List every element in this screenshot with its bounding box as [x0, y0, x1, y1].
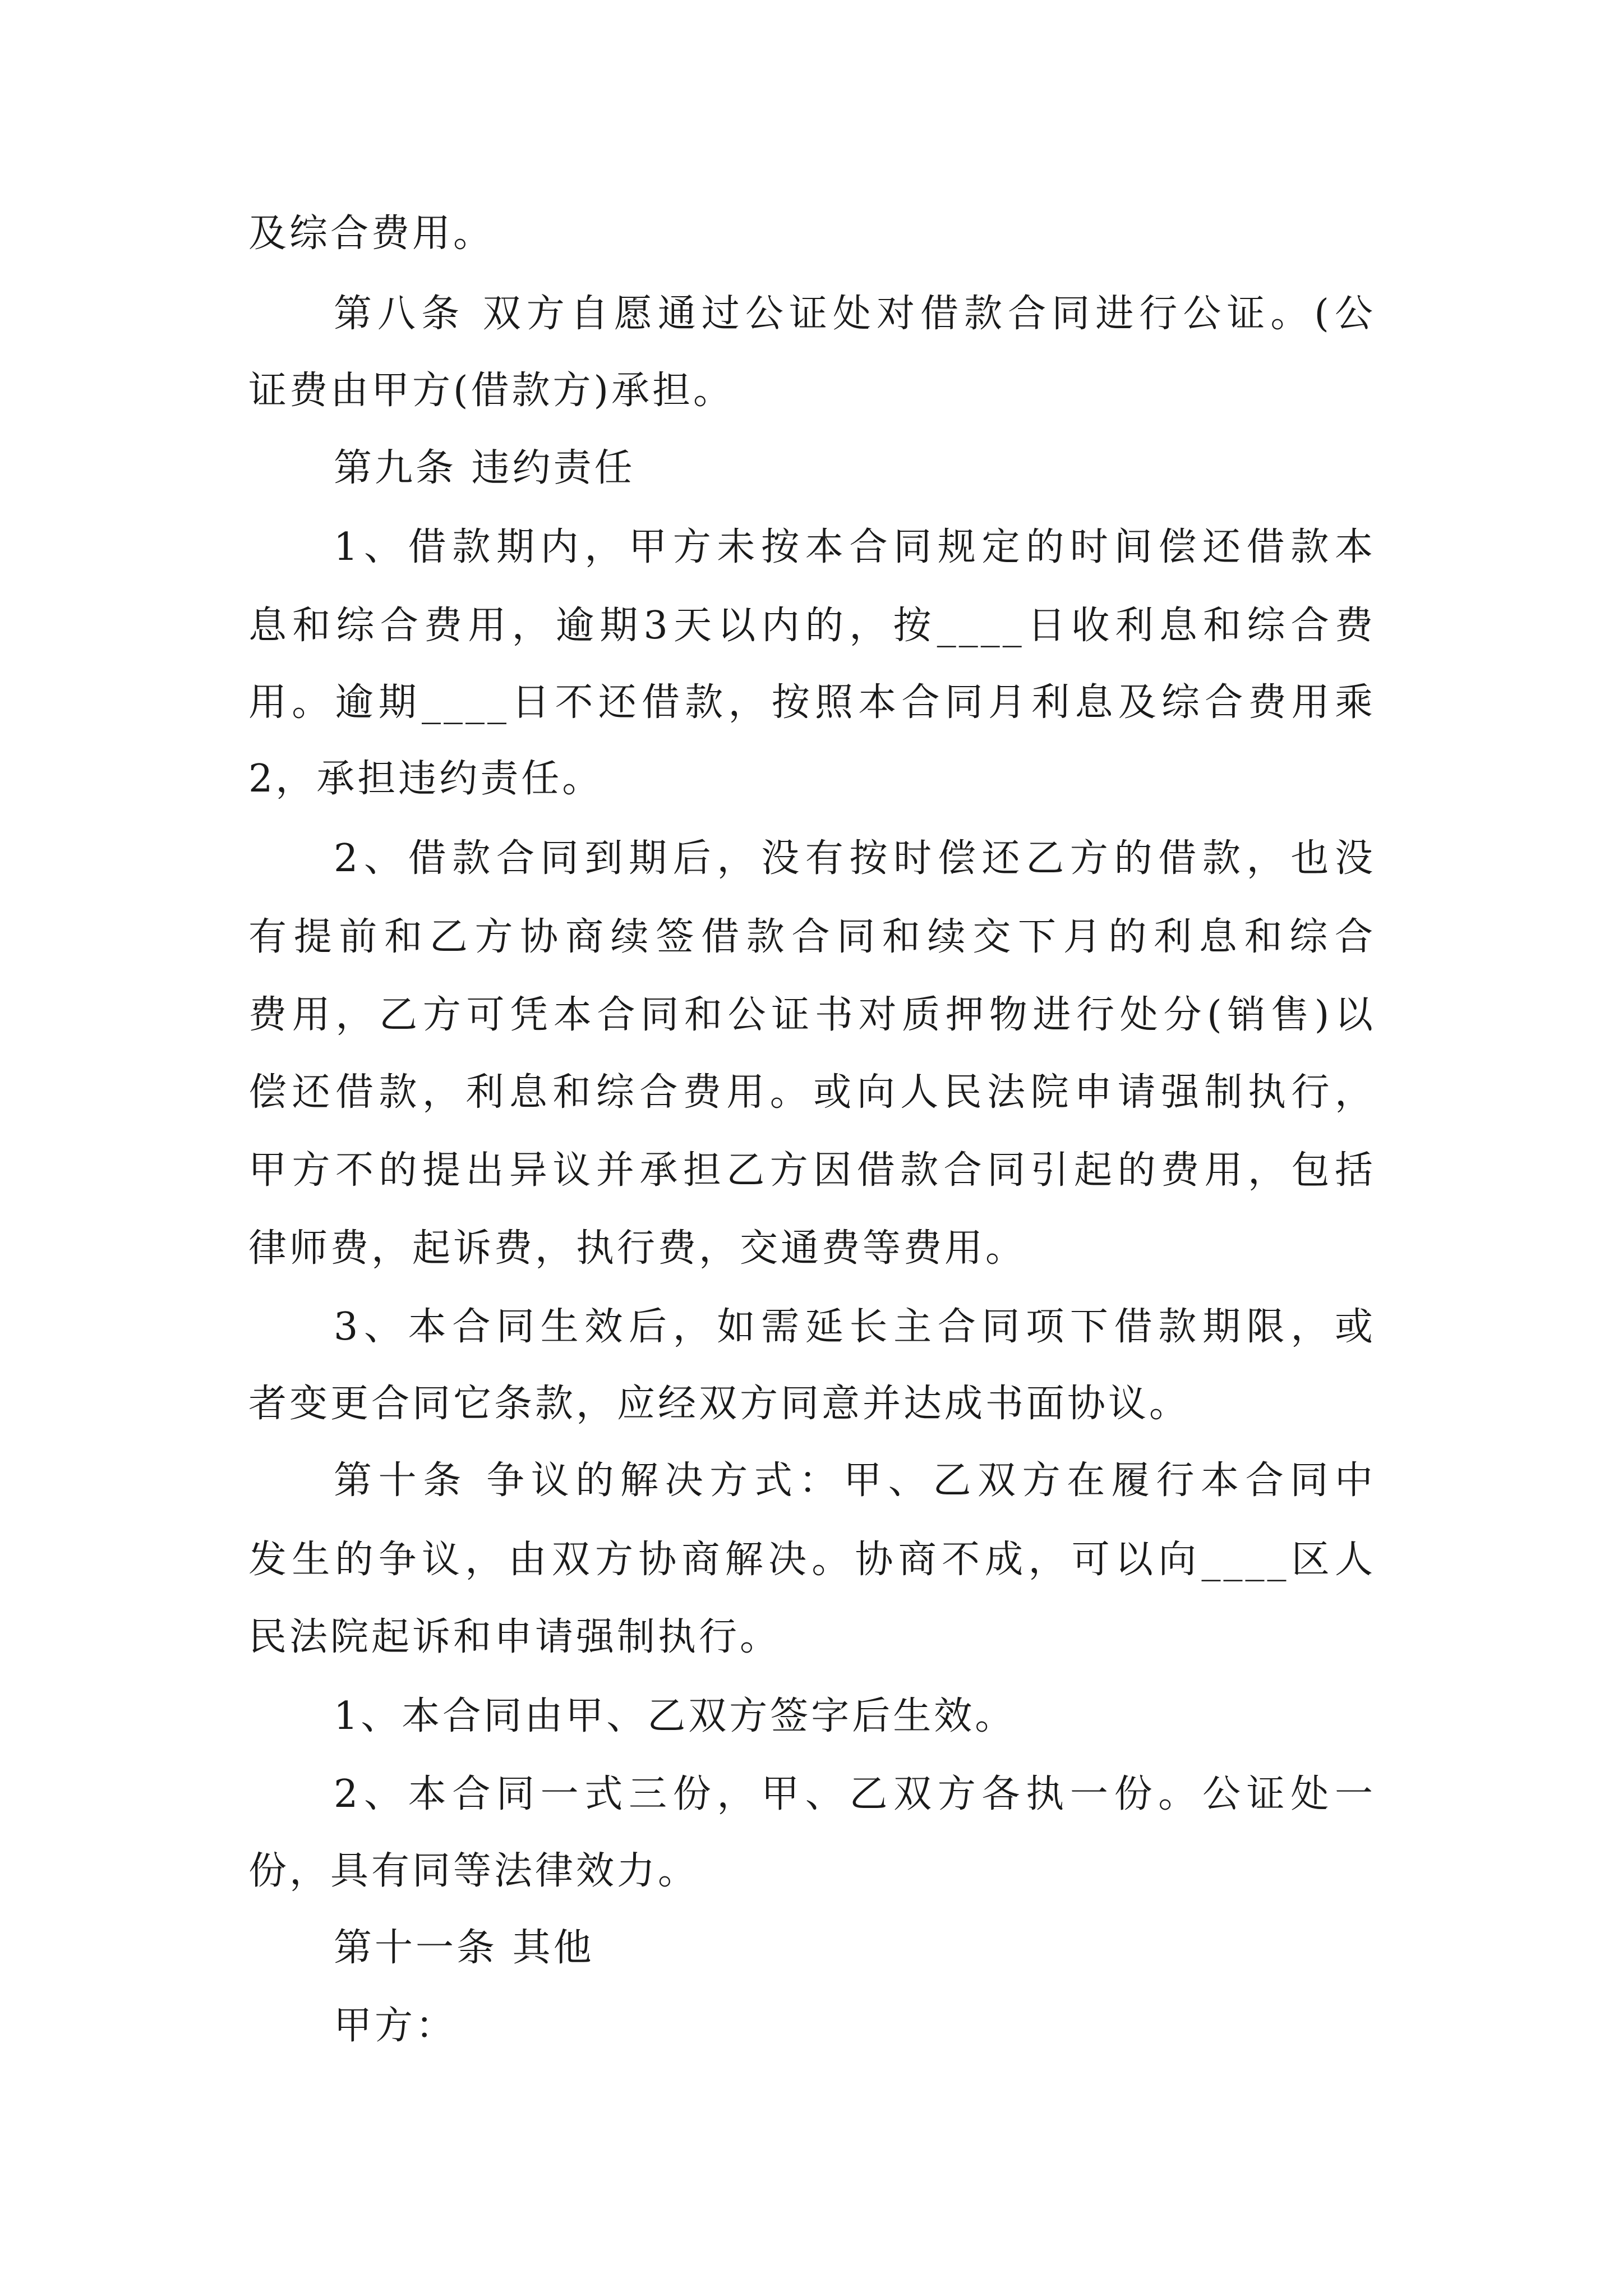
signature-label: 甲方： — [334, 2004, 457, 2048]
text-line: 息和综合费用，逾期3天以内的，按____日收利息和综合费 — [248, 604, 1376, 648]
text-line: 用。逾期____日不还借款，按照本合同月利息及综合费用乘 — [248, 680, 1376, 725]
text-line: 2，承担违约责任。 — [248, 757, 603, 801]
text-line: 证费由甲方(借款方)承担。 — [248, 369, 735, 413]
text-line: 1、本合同由甲、乙双方签字后生效。 — [334, 1694, 1016, 1738]
text-line: 2、本合同一式三份，甲、乙双方各执一份。公证处一 — [334, 1772, 1376, 1816]
text-line: 份，具有同等法律效力。 — [248, 1849, 699, 1893]
text-line: 有提前和乙方协商续签借款合同和续交下月的利息和综合 — [248, 915, 1376, 959]
text-line: 3、本合同生效后，如需延长主合同项下借款期限，或 — [334, 1305, 1376, 1349]
text-line: 1、借款期内，甲方未按本合同规定的时间偿还借款本 — [334, 525, 1376, 569]
text-line: 民法院起诉和申请强制执行。 — [248, 1615, 781, 1659]
text-line: 第十条 争议的解决方式：甲、乙双方在履行本合同中 — [334, 1458, 1376, 1503]
text-line: 发生的争议，由双方协商解决。协商不成，可以向____区人 — [248, 1538, 1376, 1582]
text-line: 偿还借款，利息和综合费用。或向人民法院申请强制执行， — [248, 1070, 1376, 1115]
text-line: 第八条 双方自愿通过公证处对借款合同进行公证。(公 — [334, 292, 1376, 336]
text-line: 2、借款合同到期后，没有按时偿还乙方的借款，也没 — [334, 836, 1376, 881]
section-heading: 第九条 违约责任 — [334, 446, 635, 490]
text-line: 者变更合同它条款，应经双方同意并达成书面协议。 — [248, 1382, 1191, 1426]
text-line: 及综合费用。 — [248, 211, 495, 256]
text-line: 甲方不的提出异议并承担乙方因借款合同引起的费用，包括 — [248, 1148, 1376, 1193]
section-heading: 第十一条 其他 — [334, 1926, 594, 1970]
text-line: 费用，乙方可凭本合同和公证书对质押物进行处分(销售)以 — [248, 993, 1376, 1037]
text-line: 律师费，起诉费，执行费，交通费等费用。 — [248, 1226, 1027, 1271]
